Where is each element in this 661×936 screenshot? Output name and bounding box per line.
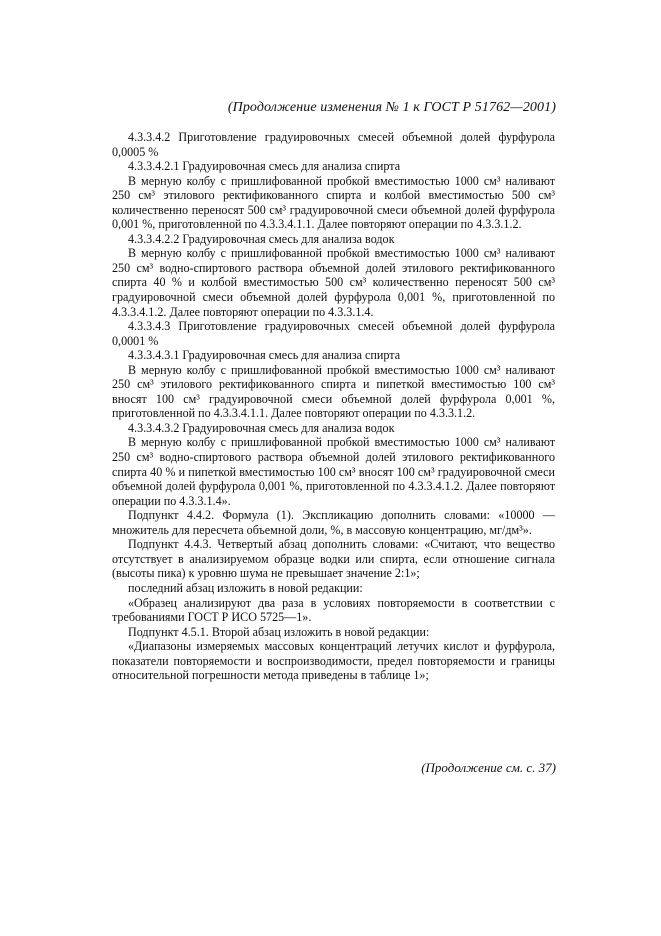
clause-heading: 4.3.3.4.2 Приготовление градуировочных смесей объемной долей фурфурола 0,0005 % [112,130,555,159]
amendment-paragraph: последний абзац изложить в новой редакции: [128,580,363,595]
subclause-heading: 4.3.3.4.2.1 Градуировочная смесь для анализа спирта [128,159,401,174]
subclause-heading: 4.3.3.4.3.2 Градуировочная смесь для анализа водок [128,420,395,435]
paragraph: В мерную колбу с пришлифованной пробкой вместимостью 1000 см³ наливают 250 см³ водно-спиртового раствора объемной долей этилового ректификованного спирта 40 % и колбой вместимостью 500 см³ количественно переносят 500 см³ градуировочной смеси объемной долей фурфурола 0,001 %, приготовленной по 4.3.3.4.1.2. Далее повторяют операции по 4.3.3.1.4. [112,246,555,319]
subclause-heading: 4.3.3.4.3.1 Градуировочная смесь для анализа спирта [128,348,401,363]
paragraph: В мерную колбу с пришлифованной пробкой вместимостью 1000 см³ наливают 250 см³ водно-спиртового раствора объемной долей этилового ректификованного спирта 40 % и пипеткой вместимостью 100 см³ вносят 100 см³ градуировочной смеси объемной долей фурфурола 0,001 %, приготовленной по 4.3.3.4.1.2. Далее повторяют операции по 4.3.3.1.4». [112,435,555,508]
document-body [112,130,555,683]
amendment-paragraph: «Образец анализируют два раза в условиях повторяемости в соответствии с требованиями ГОСТ Р ИСО 5725—1». [112,595,555,625]
amendment-paragraph: «Диапазоны измеряемых массовых концентраций летучих кислот и фурфурола, показатели повторяемости и воспроизводимости, предел повторяемости и границы относительной погрешности метода приведены в таблице 1»; [112,639,555,683]
subclause-heading: 4.3.3.4.2.2 Градуировочная смесь для анализа водок [128,231,395,246]
amendment-paragraph: Подпункт 4.5.1. Второй абзац изложить в новой редакции: [128,624,430,639]
amendment-paragraph: Подпункт 4.4.3. Четвертый абзац дополнить словами: «Считают, что вещество отсутствует в анализируемом образце водки или спирта, если отношение сигнала (высоты пика) к уровню шума не превышает значение 2:1»; [112,537,555,581]
running-header: (Продолжение изменения № 1 к ГОСТ Р 51762—2001) [227,100,556,115]
paragraph: В мерную колбу с пришлифованной пробкой вместимостью 1000 см³ наливают 250 см³ этилового ректификованного спирта и пипеткой вместимостью 100 см³ вносят 100 см³ градуировочной смеси объемной долей фурфурола 0,001 %, приготовленной по 4.3.3.4.1.1. Далее повторяют операции по 4.3.3.1.2. [112,362,555,421]
continuation-note: (Продолжение см. с. 37) [421,760,556,775]
clause-heading: 4.3.3.4.3 Приготовление градуировочных смесей объемной долей фурфурола 0,0001 % [112,319,555,348]
paragraph: В мерную колбу с пришлифованной пробкой вместимостью 1000 см³ наливают 250 см³ этилового ректификованного спирта и колбой вместимостью 500 см³ количественно переносят 500 см³ градуировочной смеси объемной долей фурфурола 0,001 %, приготовленной по 4.3.3.4.1.1. Далее повторяют операции по 4.3.3.1.2. [112,173,555,232]
amendment-paragraph: Подпункт 4.4.2. Формула (1). Экспликацию дополнить словами: «10000 — множитель для пересчета объемной доли, %, в массовую концентрацию, мг/дм³». [112,508,555,537]
